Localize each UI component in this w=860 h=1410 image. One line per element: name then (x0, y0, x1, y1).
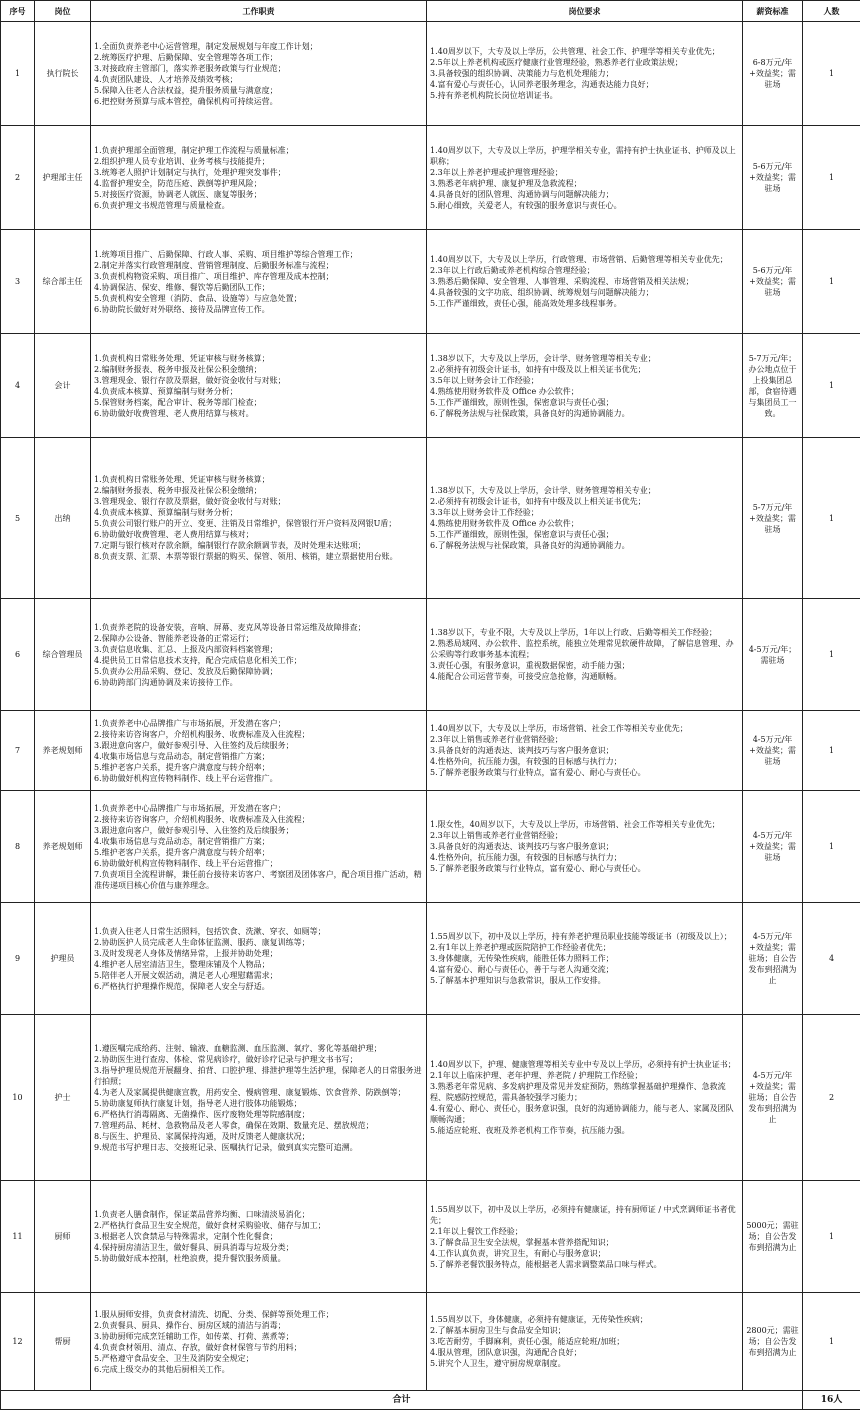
duty-line: 2.编制财务报表、税务申报及社保公积金缴纳； (94, 364, 423, 375)
duty-line: 1.全面负责养老中心运营管理，制定发展规划与年度工作计划； (94, 41, 423, 52)
table-row (1, 334, 860, 438)
table-row (1, 903, 860, 1015)
requirement-line: 1.40周岁以下，护理、健康管理等相关专业中专及以上学历，必须持有护士执业证书； (430, 1059, 739, 1070)
table-row (1, 791, 860, 903)
requirement-line: 2.3年以上养老护理或护理管理经验； (430, 167, 739, 178)
row-salary: 4-5万元/年+效益奖；需驻场；自公告发布到招满为止 (743, 1015, 803, 1181)
duty-line: 2.编制财务报表、税务申报及社保公积金缴纳； (94, 485, 423, 496)
duty-line: 3.跟进意向客户，做好参观引导、入住签约及后续服务； (94, 740, 423, 751)
requirement-line: 3.具备良好的沟通表达、谈判技巧与客户服务意识； (430, 841, 739, 852)
duty-line: 2.保障办公设备、智能养老设备的正常运行； (94, 633, 423, 644)
duty-line: 6.严格执行消毒隔离、无菌操作、医疗废物处理等院感制度； (94, 1109, 423, 1120)
row-seq: 11 (1, 1181, 35, 1293)
row-title: 执行院长 (35, 22, 91, 126)
row-duties (91, 334, 427, 438)
requirement-line: 6.了解税务法规与社保政策，具备良好的沟通协调能力。 (430, 408, 739, 419)
duty-line: 2.负责餐具、厨具、操作台、厨房区域的清洁与消毒； (94, 1320, 423, 1331)
duty-line: 6.完成上级交办的其他后厨相关工作。 (94, 1364, 423, 1375)
duty-line: 1.负责护理部全面管理，制定护理工作流程与质量标准； (94, 145, 423, 156)
row-title: 护理员 (35, 903, 91, 1015)
requirement-line: 3.吃苦耐劳，手脚麻利，责任心强，能适应轮班/加班； (430, 1336, 739, 1347)
requirement-line: 3.熟悉老年病护理、康复护理及急救流程； (430, 178, 739, 189)
row-count: 1 (803, 438, 860, 599)
row-salary: 5000元；需驻场；自公告发布到招满为止 (743, 1181, 803, 1293)
requirement-line: 4.性格外向，抗压能力强，有较强的目标感与执行力； (430, 852, 739, 863)
table-row (1, 711, 860, 791)
row-duties (91, 1293, 427, 1391)
row-count: 1 (803, 126, 860, 230)
requirement-line: 4.熟练使用财务软件及 Office 办公软件； (430, 518, 739, 529)
row-seq: 3 (1, 230, 35, 334)
requirement-line: 3.了解食品卫生安全法规，掌握基本营养搭配知识； (430, 1237, 739, 1248)
duty-line: 1.负责机构日常账务处理、凭证审核与财务核算； (94, 353, 423, 364)
requirement-line: 3.身体健康，无传染性疾病，能胜任体力照料工作； (430, 953, 739, 964)
header-title: 岗位 (35, 1, 91, 22)
row-count: 2 (803, 1015, 860, 1181)
duty-line: 4.维护老人居室清洁卫生，整理床铺及个人物品； (94, 959, 423, 970)
duty-line: 1.负责养老中心品牌推广与市场拓展，开发潜在客户； (94, 803, 423, 814)
requirement-line: 3.5年以上财务会计工作经验； (430, 375, 739, 386)
duty-line: 5.维护老客户关系，提升客户满意度与转介绍率； (94, 847, 423, 858)
row-requirements (427, 1293, 743, 1391)
duty-line: 1.负责老人膳食制作，保证菜品营养均衡、口味清淡易消化； (94, 1209, 423, 1220)
duty-line: 1.遵医嘱完成给药、注射、输液、血糖监测、血压监测、氧疗、雾化等基础护理； (94, 1043, 423, 1054)
duty-line: 6.负责护理文书规范管理与质量检查。 (94, 200, 423, 211)
duty-line: 4.监督护理安全，防范压疮、跌倒等护理风险； (94, 178, 423, 189)
row-requirements (427, 791, 743, 903)
duty-line: 2.协助医生进行查房、体检、常见病诊疗，做好诊疗记录与护理文书书写； (94, 1054, 423, 1065)
duty-line: 5.维护老客户关系，提升客户满意度与转介绍率； (94, 762, 423, 773)
duty-line: 4.为老人及家属提供健康宣教，用药安全、慢病管理、康复锻炼、饮食营养、防跌倒等； (94, 1087, 423, 1098)
duty-line: 3.管理现金、银行存款及票据，做好资金收付与对账； (94, 375, 423, 386)
header-salary: 薪资标准 (743, 1, 803, 22)
requirement-line: 2.了解基本厨房卫生与食品安全知识； (430, 1325, 739, 1336)
duty-line: 6.协助做好收费管理、老人费用结算与核对； (94, 529, 423, 540)
requirement-line: 5.了解养老服务政策与行业特点，富有爱心、耐心与责任心。 (430, 863, 739, 874)
row-title: 综合管理员 (35, 599, 91, 711)
duty-line: 2.协助医护人员完成老人生命体征监测、服药、康复训练等； (94, 937, 423, 948)
duty-line: 7.负责项目全流程讲解，兼任前台接待来访客户、考察团及团体客户，配合项目推广活动，精准传递项目核心价值与康养理念。 (94, 869, 423, 891)
requirement-line: 4.有爱心、耐心、责任心，服务意识强，良好的沟通协调能力，能与老人、家属及团队顺畅沟通； (430, 1103, 739, 1125)
table-header-row (1, 1, 860, 22)
row-requirements (427, 599, 743, 711)
requirement-line: 4.服从管理，团队意识强，沟通配合良好； (430, 1347, 739, 1358)
row-title: 综合部主任 (35, 230, 91, 334)
row-salary: 5-6万元/年+效益奖；需驻场 (743, 230, 803, 334)
duty-line: 4.保持厨房清洁卫生，做好餐具、厨具消毒与垃圾分类； (94, 1242, 423, 1253)
requirement-line: 5.了解养老餐饮服务特点，能根据老人需求调整菜品口味与样式。 (430, 1259, 739, 1270)
row-requirements (427, 22, 743, 126)
requirement-line: 2.3年以上行政后勤或养老机构综合管理经验； (430, 265, 739, 276)
requirement-line: 1.38岁以下，大专及以上学历，会计学、财务管理等相关专业； (430, 353, 739, 364)
requirement-line: 4.能配合公司运营节奏，可接受应急抢修，沟通顺畅。 (430, 671, 739, 682)
duty-line: 2.严格执行食品卫生安全规范，做好食材采购验收、储存与加工； (94, 1220, 423, 1231)
row-seq: 2 (1, 126, 35, 230)
row-seq: 1 (1, 22, 35, 126)
requirement-line: 2.熟悉局域网、办公软件、监控系统，能独立处理常见软硬件故障，了解信息管理、办公采购等行政事务基本流程； (430, 638, 739, 660)
duty-line: 2.接待来访咨询客户，介绍机构服务、收费标准及入住流程； (94, 814, 423, 825)
row-requirements (427, 126, 743, 230)
row-salary: 4-5万元/年+效益奖；需驻场；自公告发布到招满为止 (743, 903, 803, 1015)
requirement-line: 1.40周岁以下，大专及以上学历，市场营销、社会工作等相关专业优先； (430, 723, 739, 734)
duty-line: 4.负责成本核算、预算编制与财务分析； (94, 507, 423, 518)
duty-line: 3.协助厨师完成烹饪辅助工作，如传菜、打荷、蒸煮等； (94, 1331, 423, 1342)
row-title: 护士 (35, 1015, 91, 1181)
row-duties (91, 599, 427, 711)
duty-line: 4.负责食材领用、清点、存放，做好食材保管与节约用料； (94, 1342, 423, 1353)
row-salary: 5-6万元/年+效益奖；需驻场 (743, 126, 803, 230)
total-count: 16人 (803, 1391, 860, 1410)
duty-line: 3.指导护理员规范开展翻身、拍背、口腔护理、排泄护理等生活护理，保障老人的日常服务进行拍照； (94, 1065, 423, 1087)
row-count: 4 (803, 903, 860, 1015)
row-count: 1 (803, 599, 860, 711)
requirement-line: 4.具备良好的团队管理、沟通协调与问题解决能力； (430, 189, 739, 200)
duty-line: 5.对接医疗资源，协调老人就医、康复等服务； (94, 189, 423, 200)
duty-line: 6.协助做好机构宣传物料制作、线上平台运营推广； (94, 858, 423, 869)
row-requirements (427, 438, 743, 599)
requirement-line: 3.3年以上财务会计工作经验； (430, 507, 739, 518)
header-seq: 序号 (1, 1, 35, 22)
table-row (1, 1015, 860, 1181)
requirement-line: 2.1年以上临床护理、老年护理、养老院 / 护理院工作经验； (430, 1070, 739, 1081)
duty-line: 6.把控财务预算与成本管控，确保机构可持续运营。 (94, 96, 423, 107)
row-seq: 10 (1, 1015, 35, 1181)
row-duties (91, 1015, 427, 1181)
row-salary: 4-5万元/年；需驻场 (743, 599, 803, 711)
requirement-line: 4.熟练使用财务软件及 Office 办公软件； (430, 386, 739, 397)
row-title: 厨师 (35, 1181, 91, 1293)
row-title: 帮厨 (35, 1293, 91, 1391)
duty-line: 6.协助做好机构宣传物料制作、线上平台运营推广。 (94, 773, 423, 784)
header-duties: 工作职责 (91, 1, 427, 22)
row-salary: 5-7万元/年；办公地点位于上投集团总部，食宿待遇与集团员工一致。 (743, 334, 803, 438)
row-salary: 2800元；需驻场；自公告发布到招满为止 (743, 1293, 803, 1391)
requirement-line: 5.讲究个人卫生，遵守厨房规章制度。 (430, 1358, 739, 1369)
table-row (1, 22, 860, 126)
row-requirements (427, 903, 743, 1015)
duty-line: 5.保障入住老人合法权益，提升服务质量与满意度； (94, 85, 423, 96)
requirement-line: 6.了解税务法规与社保政策，具备良好的沟通协调能力。 (430, 540, 739, 551)
duty-line: 3.负责信息收集、汇总、上报及内部资料档案管理； (94, 644, 423, 655)
row-requirements (427, 334, 743, 438)
requirement-line: 1.限女性，40周岁以下，大专及以上学历，市场营销、社会工作等相关专业优先； (430, 819, 739, 830)
requirement-line: 1.38岁以下，专业不限，大专及以上学历，1年以上行政、后勤等相关工作经验； (430, 627, 739, 638)
row-duties (91, 791, 427, 903)
requirement-line: 3.具备良好的沟通表达、谈判技巧与客户服务意识； (430, 745, 739, 756)
row-salary: 4-5万元/年+效益奖；需驻场 (743, 711, 803, 791)
duty-line: 5.协助做好成本控制，杜绝浪费，提升餐饮服务质量。 (94, 1253, 423, 1264)
duty-line: 2.制定并落实行政管理制度、营销管理制度、后勤服务标准与流程； (94, 260, 423, 271)
row-salary: 4-5万元/年+效益奖；需驻场 (743, 791, 803, 903)
duty-line: 5.陪伴老人开展文娱活动，满足老人心理慰藉需求； (94, 970, 423, 981)
duty-line: 8.与医生、护理员、家属保持沟通，及时反馈老人健康状况； (94, 1131, 423, 1142)
table-row (1, 126, 860, 230)
duty-line: 4.提供员工日常信息技术支持，配合完成信息化相关工作； (94, 655, 423, 666)
duty-line: 1.负责入住老人日常生活照料，包括饮食、洗漱、穿衣、如厕等； (94, 926, 423, 937)
row-duties (91, 1181, 427, 1293)
duty-line: 5.严格遵守食品安全、卫生及消防安全规定； (94, 1353, 423, 1364)
row-salary: 5-7万元/年+效益奖；需驻场 (743, 438, 803, 599)
row-seq: 7 (1, 711, 35, 791)
requirement-line: 5.能适应轮班、夜班及养老机构工作节奏，抗压能力强。 (430, 1125, 739, 1136)
row-count: 1 (803, 1293, 860, 1391)
requirement-line: 5.了解基本护理知识与急救常识，服从工作安排。 (430, 975, 739, 986)
row-seq: 9 (1, 903, 35, 1015)
requirement-line: 3.熟悉老年常见病、多发病护理及常见并发症预防，熟练掌握基础护理操作、急救流程、院感防控规范，需具备较强学习能力； (430, 1081, 739, 1103)
row-count: 1 (803, 230, 860, 334)
duty-line: 4.收集市场信息与竞品动态，制定营销推广方案； (94, 836, 423, 847)
row-count: 1 (803, 711, 860, 791)
row-count: 1 (803, 22, 860, 126)
duty-line: 6.协助跨部门沟通协调及来访接待工作。 (94, 677, 423, 688)
duty-line: 1.负责机构日常账务处理、凭证审核与财务核算； (94, 474, 423, 485)
duty-line: 5.负责公司银行账户的开立、变更、注销及日常维护，保管银行开户资料及网银U盾； (94, 518, 423, 529)
requirement-line: 2.必须持有初级会计证书，如持有中级及以上相关证书优先； (430, 364, 739, 375)
duty-line: 8.负责支票、汇票、本票等银行票据的购买、保管、领用、核销，建立票据使用台账。 (94, 551, 423, 562)
requirement-line: 2.3年以上销售或养老行业营销经验； (430, 734, 739, 745)
duty-line: 5.负责办公用品采购、登记、发放及后勤保障协调； (94, 666, 423, 677)
row-duties (91, 230, 427, 334)
row-seq: 6 (1, 599, 35, 711)
duty-line: 3.根据老人饮食禁忌与特殊需求，定制个性化餐食； (94, 1231, 423, 1242)
row-requirements (427, 230, 743, 334)
requirement-line: 2.1年以上餐饮工作经验； (430, 1226, 739, 1237)
duty-line: 3.跟进意向客户，做好参观引导、入住签约及后续服务； (94, 825, 423, 836)
row-duties (91, 711, 427, 791)
requirement-line: 1.40周岁以下，大专及以上学历，行政管理、市场营销、后勤管理等相关专业优先； (430, 254, 739, 265)
duty-line: 4.负责团队建设、人才培养及绩效考核； (94, 74, 423, 85)
requirement-line: 1.40周岁以下，大专及以上学历，公共管理、社会工作、护理学等相关专业优先； (430, 46, 739, 57)
duty-line: 3.及时发现老人身体及情绪异常，上报并协助处理； (94, 948, 423, 959)
total-label: 合计 (1, 1391, 803, 1410)
duty-line: 5.负责机构安全管理（消防、食品、设施等）与应急处置； (94, 293, 423, 304)
duty-line: 3.对接政府主管部门，落实养老服务政策与行业规范； (94, 63, 423, 74)
requirement-line: 5.了解养老服务政策与行业特点，富有爱心、耐心与责任心。 (430, 767, 739, 778)
row-duties (91, 126, 427, 230)
header-count: 人数 (803, 1, 860, 22)
requirement-line: 1.55周岁以下，初中及以上学历，持有养老护理员职业技能等级证书（初级及以上）； (430, 931, 739, 942)
row-title: 护理部主任 (35, 126, 91, 230)
duty-line: 6.协助院长做好对外联络、接待及品牌宣传工作。 (94, 304, 423, 315)
row-duties (91, 22, 427, 126)
duty-line: 2.组织护理人员专业培训、业务考核与技能提升； (94, 156, 423, 167)
requirement-line: 2.有1年以上养老护理或医院陪护工作经验者优先； (430, 942, 739, 953)
requirement-line: 2.必须持有初级会计证书，如持有中级及以上相关证书优先； (430, 496, 739, 507)
duty-line: 2.统筹医疗护理、后勤保障、安全管理等各项工作； (94, 52, 423, 63)
duty-line: 9.规范书写护理日志、交接班记录、医嘱执行记录，做到真实完整可追溯。 (94, 1142, 423, 1153)
total-row (1, 1391, 860, 1410)
duty-line: 3.负责机构物资采购、项目推广、项目维护、库存管理及成本控制； (94, 271, 423, 282)
table-row (1, 230, 860, 334)
row-count: 1 (803, 1181, 860, 1293)
table-row (1, 1181, 860, 1293)
duty-line: 4.协调保洁、保安、维修、餐饮等后勤团队工作； (94, 282, 423, 293)
duty-line: 1.负责养老中心品牌推广与市场拓展，开发潜在客户； (94, 718, 423, 729)
row-seq: 12 (1, 1293, 35, 1391)
table-body (1, 22, 860, 1391)
requirement-line: 4.富有爱心与责任心，认同养老服务理念，沟通表达能力良好； (430, 79, 739, 90)
row-title: 出纳 (35, 438, 91, 599)
requirement-line: 5.持有养老机构院长岗位培训证书。 (430, 90, 739, 101)
duty-line: 1.服从厨师安排，负责食材清洗、切配、分类、保鲜等预处理工作； (94, 1309, 423, 1320)
requirement-line: 1.40周岁以下，大专及以上学历，护理学相关专业，需持有护士执业证书、护师及以上职称； (430, 145, 739, 167)
row-requirements (427, 711, 743, 791)
requirement-line: 2.3年以上销售或养老行业营销经验； (430, 830, 739, 841)
duty-line: 6.严格执行护理操作规范，保障老人安全与舒适。 (94, 981, 423, 992)
duty-line: 2.接待来访咨询客户，介绍机构服务、收费标准及入住流程； (94, 729, 423, 740)
row-duties (91, 903, 427, 1015)
requirement-line: 4.富有爱心、耐心与责任心，善于与老人沟通交流； (430, 964, 739, 975)
requirement-line: 3.具备较强的组织协调、决策能力与危机处理能力； (430, 68, 739, 79)
table-row (1, 1293, 860, 1391)
row-title: 养老规划师 (35, 791, 91, 903)
requirement-line: 3.熟悉后勤保障、安全管理、人事管理、采购流程、市场营销及相关法规； (430, 276, 739, 287)
requirement-line: 3.责任心强，有服务意识，重视数据保密，动手能力强； (430, 660, 739, 671)
row-count: 1 (803, 334, 860, 438)
row-salary: 6-8万元/年+效益奖；需驻场 (743, 22, 803, 126)
row-seq: 5 (1, 438, 35, 599)
duty-line: 1.统筹项目推广、后勤保障、行政人事、采购、项目维护等综合管理工作； (94, 249, 423, 260)
duty-line: 1.负责养老院的设备安装，音响、屏幕、麦克风等设备日常运维及故障排查； (94, 622, 423, 633)
duty-line: 5.保管财务档案，配合审计、税务等部门检查； (94, 397, 423, 408)
duty-line: 3.管理现金、银行存款及票据，做好资金收付与对账； (94, 496, 423, 507)
requirement-line: 4.工作认真负责，讲究卫生，有耐心与服务意识； (430, 1248, 739, 1259)
requirement-line: 1.55周岁以下，初中及以上学历，必须持有健康证，持有厨师证 / 中式烹调师证书者优先； (430, 1204, 739, 1226)
duty-line: 4.负责成本核算、预算编制与财务分析； (94, 386, 423, 397)
requirement-line: 1.38岁以下，大专及以上学历，会计学、财务管理等相关专业； (430, 485, 739, 496)
row-requirements (427, 1181, 743, 1293)
row-count: 1 (803, 791, 860, 903)
duty-line: 3.统筹老人照护计划制定与执行，处理护理突发事件； (94, 167, 423, 178)
duty-line: 7.定期与银行核对存款余额，编制银行存款余额调节表，及时处理未达账项； (94, 540, 423, 551)
requirement-line: 4.具备较强的文字功底、组织协调、统筹规划与问题解决能力； (430, 287, 739, 298)
requirement-line: 5.工作严谨细致，责任心强，能高效处理多线程事务。 (430, 298, 739, 309)
requirement-line: 4.性格外向，抗压能力强，有较强的目标感与执行力； (430, 756, 739, 767)
row-requirements (427, 1015, 743, 1181)
duty-line: 4.收集市场信息与竞品动态，制定营销推广方案； (94, 751, 423, 762)
duty-line: 6.协助做好收费管理、老人费用结算与核对。 (94, 408, 423, 419)
row-seq: 8 (1, 791, 35, 903)
requirement-line: 5.耐心细致，关爱老人，有较强的服务意识与责任心。 (430, 200, 739, 211)
row-title: 养老规划师 (35, 711, 91, 791)
row-title: 会计 (35, 334, 91, 438)
requirement-line: 5.工作严谨细致，原则性强，保密意识与责任心强； (430, 397, 739, 408)
requirement-line: 1.55周岁以下，身体健康，必须持有健康证，无传染性疾病； (430, 1314, 739, 1325)
duty-line: 7.管理药品、耗材、急救物品及老人零食，确保在效期、数量充足、摆放规范； (94, 1120, 423, 1131)
table-row (1, 438, 860, 599)
table-row (1, 599, 860, 711)
header-requirements: 岗位要求 (427, 1, 743, 22)
requirement-line: 5.工作严谨细致，原则性强，保密意识与责任心强； (430, 529, 739, 540)
row-seq: 4 (1, 334, 35, 438)
duty-line: 5.协助康复师执行康复计划，指导老人进行肢体功能锻炼； (94, 1098, 423, 1109)
requirement-line: 2.5年以上养老机构或医疗健康行业管理经验，熟悉养老行业政策法规； (430, 57, 739, 68)
row-duties (91, 438, 427, 599)
